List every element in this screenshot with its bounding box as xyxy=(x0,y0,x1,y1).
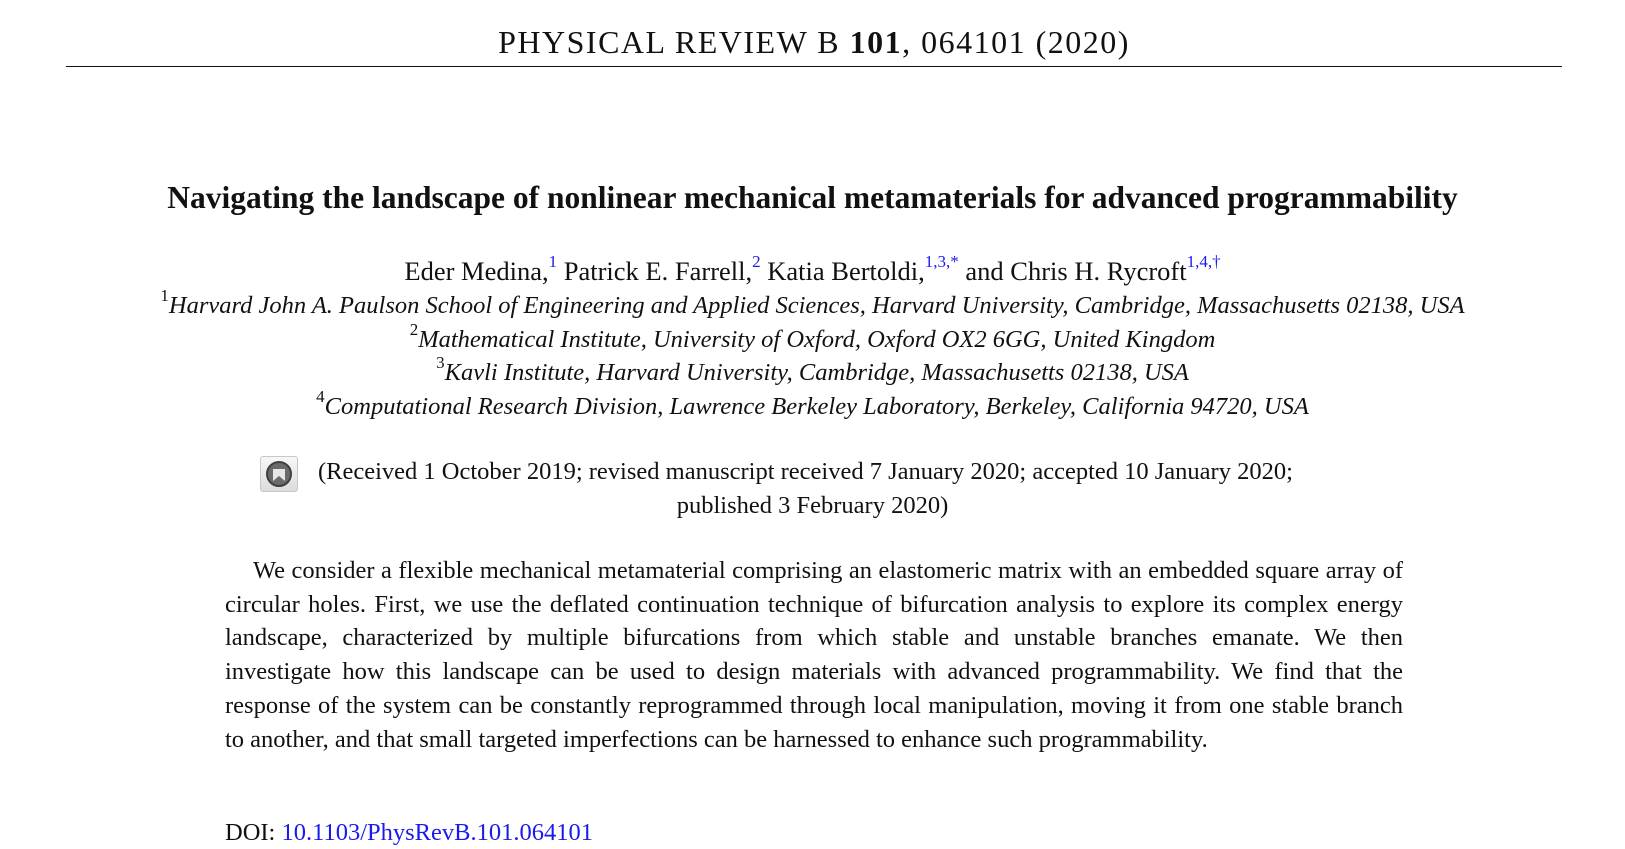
author-affiliation-mark[interactable]: 1 xyxy=(548,252,558,272)
journal-name: PHYSICAL REVIEW B xyxy=(498,24,841,60)
author-name: Eder Medina, xyxy=(404,256,549,286)
affiliation-text: Computational Research Division, Lawrence Berkeley Laboratory, Berkeley, California 94720, USA xyxy=(324,393,1309,420)
doi-link[interactable]: 10.1103/PhysRevB.101.064101 xyxy=(281,819,593,846)
author-affiliation-mark[interactable]: 1,3,* xyxy=(924,252,959,272)
publication-dates: (Received 1 October 2019; revised manuscript received 7 January 2020; accepted 10 January 2020; xyxy=(318,458,1293,485)
doi-label: DOI: xyxy=(225,819,276,846)
paper-title: Navigating the landscape of nonlinear mechanical metamaterials for advanced programmability xyxy=(167,180,1458,215)
author-list xyxy=(0,253,1625,289)
journal-volume: 101 xyxy=(849,24,903,60)
affiliation-text: Harvard John A. Paulson School of Engineering and Applied Sciences, Harvard University, Cambridge, Massachusetts 02138, USA xyxy=(168,292,1465,319)
author-name: Katia Bertoldi, xyxy=(767,256,925,286)
affiliation-text: Kavli Institute, Harvard University, Cambridge, Massachusetts 02138, USA xyxy=(444,359,1189,386)
journal-article-year: , 064101 (2020) xyxy=(902,24,1130,60)
author-name: Patrick E. Farrell, xyxy=(563,256,753,286)
affiliation xyxy=(0,285,1625,322)
affiliation-mark: 1 xyxy=(160,285,169,305)
publication-dates-continued: published 3 February 2020) xyxy=(676,492,949,519)
author-name: Chris H. Rycroft xyxy=(1010,256,1187,286)
crossmark-icon-graphic xyxy=(261,457,297,491)
crossmark-icon[interactable] xyxy=(260,456,298,492)
author-affiliation-mark[interactable]: 1,4,† xyxy=(1186,252,1221,272)
affiliation xyxy=(0,386,1625,423)
affiliation-mark: 4 xyxy=(316,386,325,406)
affiliation-mark: 3 xyxy=(436,352,445,372)
affiliation-text: Mathematical Institute, University of Oxford, Oxford OX2 6GG, United Kingdom xyxy=(418,326,1216,353)
affiliation xyxy=(0,352,1625,389)
journal-header xyxy=(66,22,1562,62)
header-rule xyxy=(66,66,1562,67)
affiliation xyxy=(0,319,1625,356)
doi-line xyxy=(225,816,593,849)
abstract: We consider a flexible mechanical metamaterial comprising an elastomeric matrix with an embedded square array of circular holes. First, we use the deflated continuation technique of bifurcation analysis to explore its complex energy landscape, characterized by multiple bifurcations from which stable and unstable branches emanate. We then investigate how this landscape can be used to design materials with advanced programmability. We find that the response of the system can be constantly reprogrammed through local manipulation, moving it from one stable branch to another, and that small targeted imperfections can be harnessed to enhance such programmability. xyxy=(225,557,1403,753)
affiliation-mark: 2 xyxy=(409,319,419,339)
author-conjunction: and xyxy=(965,256,1004,286)
author-affiliation-mark[interactable]: 2 xyxy=(752,252,761,272)
